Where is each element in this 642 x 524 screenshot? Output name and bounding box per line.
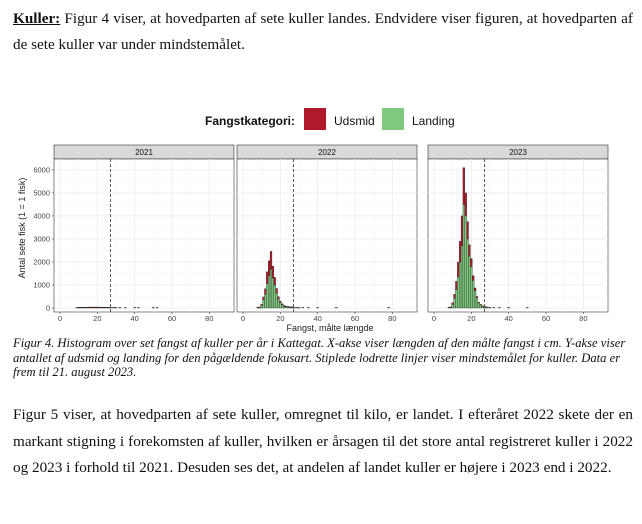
bar-udsmid bbox=[270, 251, 272, 269]
intro-lead: Kuller: bbox=[13, 10, 61, 27]
bar-udsmid bbox=[104, 307, 106, 308]
bar-landing bbox=[109, 307, 111, 308]
bar-udsmid bbox=[478, 302, 480, 303]
bar-landing bbox=[452, 305, 454, 308]
panel-title: 2021 bbox=[135, 148, 153, 157]
bar-udsmid bbox=[98, 307, 100, 308]
bar-udsmid bbox=[102, 307, 104, 308]
bar-landing bbox=[298, 307, 300, 308]
bar-udsmid bbox=[78, 307, 80, 308]
bar-landing bbox=[261, 305, 263, 308]
bar-udsmid bbox=[450, 307, 452, 308]
chart-legend bbox=[205, 108, 455, 130]
bar-udsmid bbox=[467, 222, 469, 239]
bar-landing bbox=[272, 278, 274, 308]
bar-udsmid bbox=[268, 261, 270, 276]
bar-udsmid bbox=[89, 307, 91, 308]
bar-udsmid bbox=[482, 306, 484, 307]
bar-landing bbox=[335, 307, 337, 308]
bar-landing bbox=[487, 307, 489, 308]
bar-landing bbox=[388, 307, 390, 308]
bar-udsmid bbox=[476, 296, 478, 297]
bar-landing bbox=[454, 298, 456, 308]
bar-udsmid bbox=[87, 307, 89, 308]
bar-landing bbox=[526, 307, 528, 308]
bar-landing bbox=[478, 303, 480, 308]
bar-udsmid bbox=[292, 307, 294, 308]
bar-landing bbox=[119, 307, 121, 308]
bar-udsmid bbox=[100, 307, 102, 308]
x-tick-label: 20 bbox=[276, 314, 285, 323]
bar-udsmid bbox=[266, 272, 268, 284]
bar-udsmid bbox=[276, 288, 278, 293]
bar-udsmid bbox=[281, 304, 283, 305]
panel-2022 bbox=[237, 145, 417, 323]
x-tick-label: 0 bbox=[57, 314, 63, 323]
x-tick-label: 40 bbox=[504, 314, 513, 323]
bar-landing bbox=[455, 290, 457, 308]
bar-landing bbox=[270, 269, 272, 308]
x-tick-label: 40 bbox=[130, 314, 139, 323]
bar-landing bbox=[268, 276, 270, 308]
bar-udsmid bbox=[263, 297, 265, 300]
panel-title: 2022 bbox=[318, 148, 336, 157]
bar-landing bbox=[302, 307, 304, 308]
x-tick-label: 60 bbox=[167, 314, 177, 323]
bar-udsmid bbox=[465, 193, 467, 216]
bar-udsmid bbox=[448, 307, 450, 308]
bar-udsmid bbox=[287, 306, 289, 307]
bar-landing bbox=[124, 307, 126, 308]
x-tick-label: 20 bbox=[93, 314, 102, 323]
bar-landing bbox=[134, 307, 136, 308]
bar-udsmid bbox=[461, 216, 463, 246]
legend-title: Fangstkategori: bbox=[204, 114, 295, 128]
bar-udsmid bbox=[96, 307, 98, 308]
y-axis-title: Antal sete fisk (1 = 1 fisk) bbox=[17, 177, 27, 279]
x-tick-label: 60 bbox=[541, 314, 551, 323]
bar-udsmid bbox=[274, 277, 276, 285]
bar-landing bbox=[276, 293, 278, 308]
bar-landing bbox=[111, 307, 113, 308]
bar-udsmid bbox=[93, 307, 95, 308]
bar-landing bbox=[461, 246, 463, 308]
bar-landing bbox=[113, 307, 115, 308]
bar-udsmid bbox=[108, 307, 110, 308]
bar-udsmid bbox=[257, 307, 259, 308]
bar-landing bbox=[463, 204, 465, 308]
x-axis-title: Fangst, målte længde bbox=[286, 323, 374, 333]
bar-landing bbox=[264, 294, 266, 308]
bar-landing bbox=[465, 216, 467, 308]
x-tick-label: 80 bbox=[579, 314, 588, 323]
bar-udsmid bbox=[106, 307, 108, 308]
bar-landing bbox=[263, 300, 265, 308]
bar-landing bbox=[137, 307, 139, 308]
bar-landing bbox=[476, 298, 478, 308]
y-tick-label: 0 bbox=[45, 303, 50, 313]
bar-landing bbox=[457, 277, 459, 308]
bar-udsmid bbox=[480, 304, 482, 305]
bar-udsmid bbox=[264, 289, 266, 295]
x-tick-label: 80 bbox=[205, 314, 214, 323]
bar-landing bbox=[76, 307, 78, 308]
bar-udsmid bbox=[261, 304, 263, 305]
bar-landing bbox=[474, 291, 476, 308]
bar-landing bbox=[317, 307, 319, 308]
bar-landing bbox=[482, 306, 484, 308]
bar-landing bbox=[296, 307, 298, 308]
bar-udsmid bbox=[95, 307, 97, 308]
bar-landing bbox=[285, 307, 287, 308]
bar-udsmid bbox=[278, 297, 280, 300]
bar-udsmid bbox=[283, 305, 285, 306]
x-tick-label: 80 bbox=[388, 314, 397, 323]
outro-paragraph: Figur 5 viser, at hovedparten af sete kuller, omregnet til kilo, er landet. I efteråret 2022 skete der en markant stigning i forekomsten af kuller, hvilken er årsagen til det store antal registreret kuller i 2022 og 2023 i forhold til 2021. Desuden ses det, at andelen af landet kuller er højere i 2023 end i 2022. bbox=[13, 406, 633, 476]
y-tick-label: 5000 bbox=[33, 188, 50, 198]
panel-2023 bbox=[428, 145, 608, 323]
bar-landing bbox=[283, 306, 285, 308]
y-tick-label: 2000 bbox=[33, 257, 50, 267]
bar-udsmid bbox=[272, 266, 274, 278]
bar-landing bbox=[115, 307, 117, 308]
y-tick-label: 6000 bbox=[33, 165, 50, 175]
bar-landing bbox=[508, 307, 510, 308]
panel-plot-area bbox=[428, 159, 608, 312]
bar-landing bbox=[279, 302, 281, 308]
bar-landing bbox=[470, 267, 472, 308]
bar-udsmid bbox=[83, 307, 85, 308]
bar-udsmid bbox=[279, 301, 281, 302]
bar-udsmid bbox=[289, 307, 291, 308]
bar-udsmid bbox=[285, 306, 287, 307]
x-tick-label: 0 bbox=[240, 314, 246, 323]
bar-udsmid bbox=[291, 307, 293, 308]
bar-landing bbox=[480, 305, 482, 308]
legend-label-landing: Landing bbox=[412, 114, 455, 128]
bar-udsmid bbox=[459, 241, 461, 262]
x-tick-label: 20 bbox=[467, 314, 476, 323]
bar-landing bbox=[498, 307, 500, 308]
bar-udsmid bbox=[485, 307, 487, 308]
bar-landing bbox=[467, 239, 469, 308]
panel-plot-area bbox=[237, 159, 417, 312]
bar-landing bbox=[469, 256, 471, 308]
bar-udsmid bbox=[463, 168, 465, 205]
panel-2021 bbox=[33, 145, 234, 323]
bar-udsmid bbox=[454, 294, 456, 298]
bar-landing bbox=[274, 285, 276, 308]
bar-landing bbox=[489, 307, 491, 308]
legend-label-udsmid: Udsmid bbox=[334, 114, 375, 128]
x-tick-label: 60 bbox=[350, 314, 360, 323]
bar-landing bbox=[278, 299, 280, 308]
bar-udsmid bbox=[469, 245, 471, 257]
intro-text: Figur 4 viser, at hovedparten af sete kuller landes. Endvidere viser figuren, at hovedparten af de sete kuller var under mindstemålet. bbox=[13, 10, 633, 53]
bar-landing bbox=[459, 262, 461, 308]
panel-title: 2023 bbox=[509, 148, 527, 157]
bar-udsmid bbox=[457, 262, 459, 277]
bar-udsmid bbox=[81, 307, 83, 308]
bar-landing bbox=[266, 284, 268, 308]
x-tick-label: 0 bbox=[431, 314, 437, 323]
bar-landing bbox=[307, 307, 309, 308]
bar-udsmid bbox=[472, 276, 474, 281]
bar-udsmid bbox=[470, 259, 472, 267]
figure-caption: Figur 4. Histogram over set fangst af kuller per år i Kattegat. X-akse viser længden af den målte fangst i cm. Y-akse viser antallet af udsmid og landing for den pågældende fokusart. Stiplede lodrette linjer viser mindstemålet for kuller. Data er frem til 21. august 2023. bbox=[13, 336, 626, 380]
bar-landing bbox=[281, 305, 283, 308]
bar-udsmid bbox=[80, 307, 82, 308]
bar-udsmid bbox=[474, 288, 476, 291]
legend-key-udsmid bbox=[304, 108, 326, 130]
chart-panels bbox=[33, 145, 608, 323]
x-tick-label: 40 bbox=[313, 314, 322, 323]
bar-landing bbox=[156, 307, 158, 308]
y-tick-label: 4000 bbox=[33, 211, 50, 221]
legend-key-landing bbox=[382, 108, 404, 130]
bar-landing bbox=[152, 307, 154, 308]
bar-landing bbox=[294, 307, 296, 308]
panel-plot-area bbox=[54, 159, 234, 312]
bar-udsmid bbox=[85, 307, 87, 308]
bar-landing bbox=[472, 280, 474, 308]
bar-udsmid bbox=[455, 281, 457, 289]
bar-udsmid bbox=[91, 307, 93, 308]
y-tick-label: 3000 bbox=[33, 234, 50, 244]
bar-udsmid bbox=[259, 307, 261, 308]
bar-udsmid bbox=[452, 303, 454, 305]
bar-landing bbox=[493, 307, 495, 308]
y-tick-label: 1000 bbox=[33, 280, 50, 290]
